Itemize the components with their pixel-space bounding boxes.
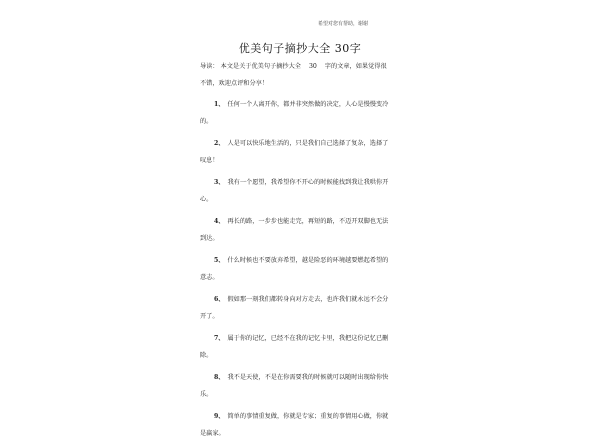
item-text: 简单的事情重复做，你就是专家；重复的事情用心做，你就是赢家。: [200, 413, 389, 437]
item-number: 2、: [214, 140, 225, 147]
intro-number: 30: [308, 63, 317, 70]
item-text: 任何一个人离开你，都并非突然做的决定，人心是慢慢变冷的。: [200, 101, 389, 125]
item-text: 属于你的记忆，已经不在我的记忆卡里，我把这份记忆已删除。: [200, 335, 389, 359]
list-item: [200, 213, 392, 247]
list-item: [200, 330, 392, 364]
item-number: 6、: [214, 296, 225, 303]
intro-text-a: 本文是关于优美句子摘抄大全: [220, 63, 301, 70]
item-number: 5、: [214, 257, 225, 264]
item-text: 再长的路，一步步也能走完，再短的路，不迈开双脚也无法到达。: [200, 218, 389, 242]
header-note: 希望对您有帮助，谢谢: [318, 21, 369, 27]
item-number: 7、: [214, 335, 225, 342]
item-text: 假如那一刻我们都转身向对方走去，也许我们就永远不会分开了。: [200, 296, 389, 320]
list-item: [200, 291, 392, 325]
list-item: [200, 252, 392, 286]
list-item: [200, 408, 392, 442]
item-text: 我有一个愿望，我希望你不开心的时候能找到我让我哄你开心。: [200, 179, 389, 203]
item-number: 4、: [214, 218, 225, 225]
list-item: [200, 369, 392, 403]
item-number: 8、: [214, 374, 225, 381]
item-number: 9、: [214, 413, 225, 420]
item-number: 3、: [214, 179, 225, 186]
item-text: 我不是天使，不是在你需要我的时候就可以随时出现给你快乐。: [200, 374, 389, 398]
intro-prefix: 导读：: [200, 63, 219, 70]
document-body: [200, 58, 392, 447]
item-number: 1、: [214, 101, 225, 108]
list-item: [200, 174, 392, 208]
intro-paragraph: [200, 58, 392, 92]
list-item: [200, 135, 392, 169]
item-text: 什么时候也不要放弃希望，越是险恶的环境越要燃起希望的意志。: [200, 257, 389, 281]
item-text: 人是可以快乐地生活的，只是我们自己选择了复杂，选择了叹息！: [200, 140, 389, 164]
list-item: [200, 96, 392, 130]
page-title: 优美句子摘抄大全 30字: [238, 42, 362, 55]
intro-text-b: 字的文章，如果觉得很不错，欢迎点评和分享！: [200, 63, 387, 87]
